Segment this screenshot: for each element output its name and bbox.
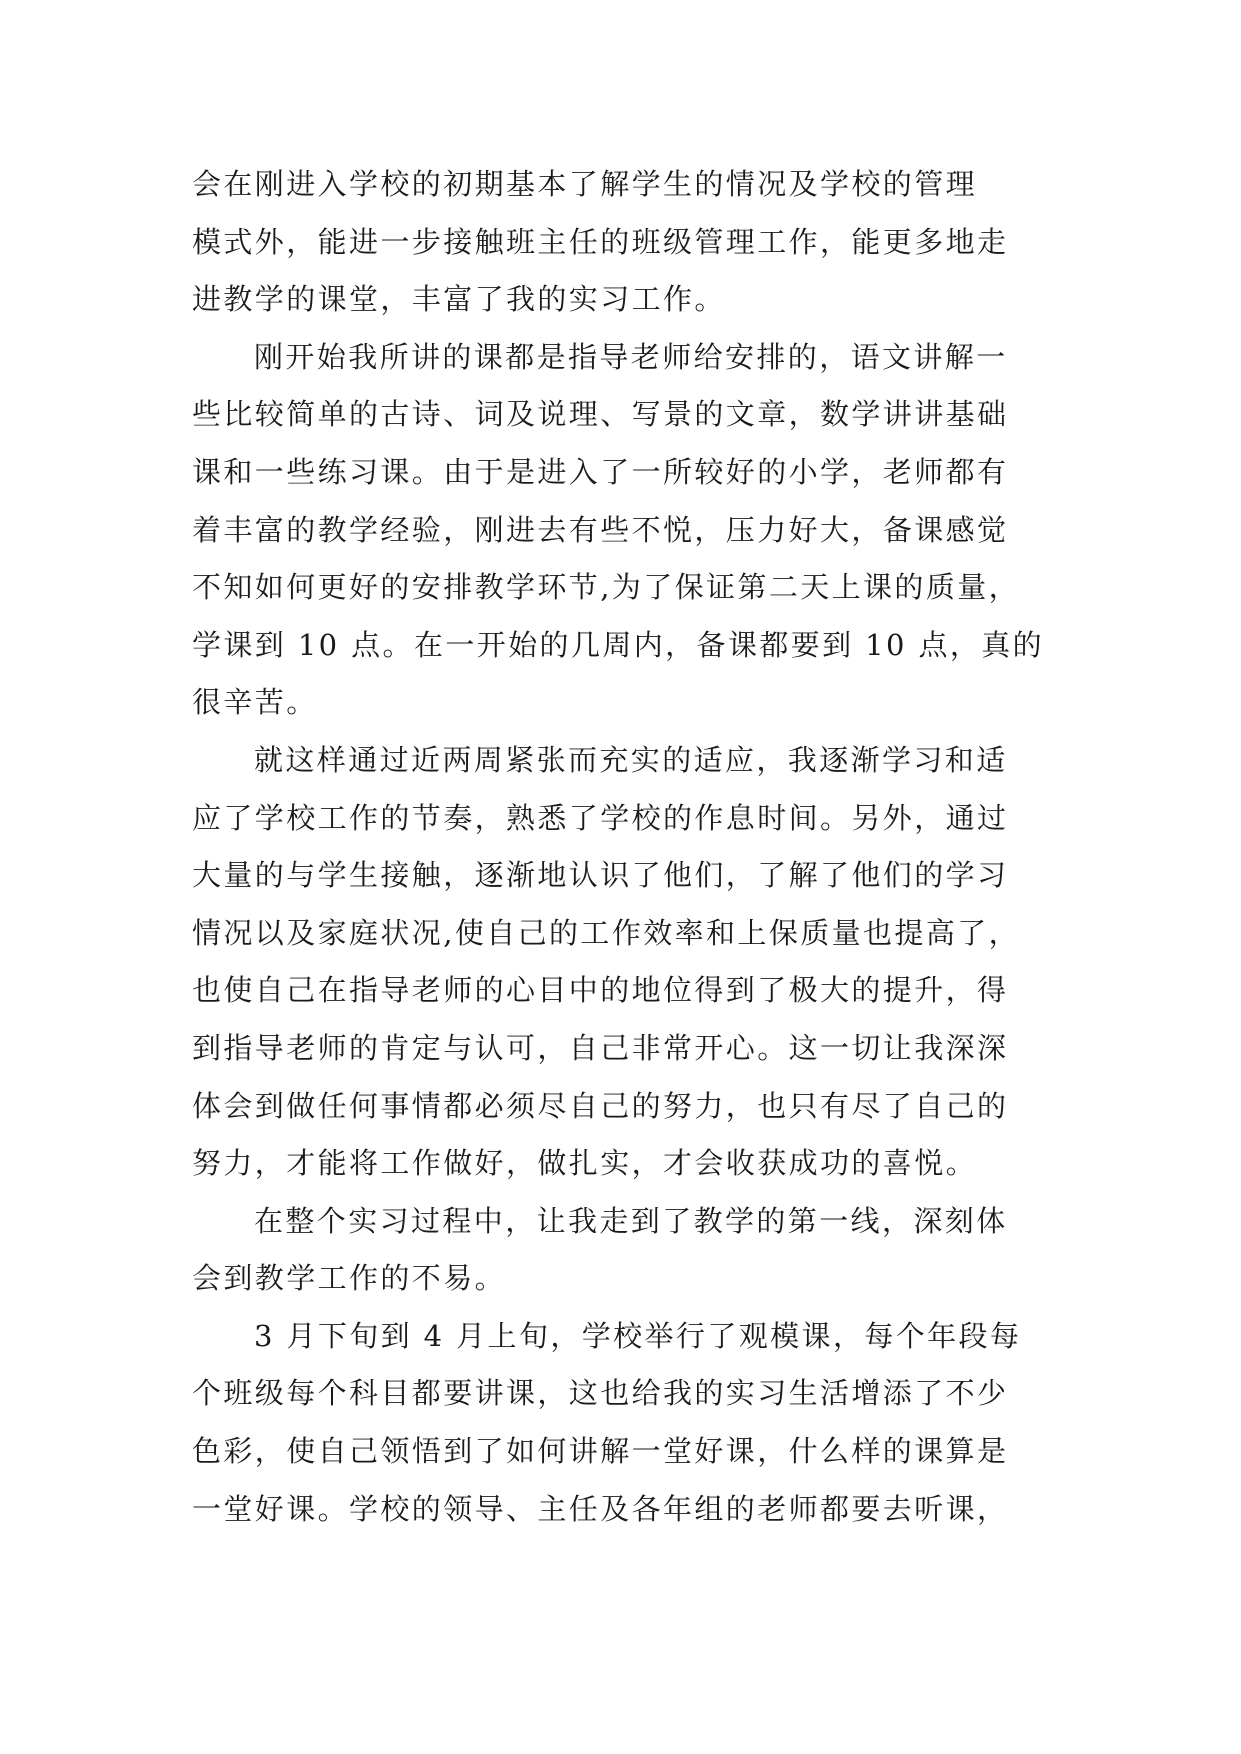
text-line: 3 月下旬到 4 月上旬，学校举行了观模课，每个年段每 <box>254 1318 1022 1353</box>
paragraph-3 <box>192 732 1052 1193</box>
text-line: 不知如何更好的安排教学环节,为了保证第二天上课的质量， <box>192 570 1021 605</box>
text-line: 个班级每个科目都要讲课，这也给我的实习生活增添了不少 <box>192 1376 1009 1411</box>
text-line: 些比较简单的古诗、词及说理、写景的文章，数学讲讲基础 <box>192 397 1009 432</box>
text-line: 应了学校工作的节奏，熟悉了学校的作息时间。另外，通过 <box>192 800 1009 835</box>
text-line: 色彩，使自己领悟到了如何讲解一堂好课，什么样的课算是 <box>192 1434 1009 1469</box>
text-line: 体会到做任何事情都必须尽自己的努力，也只有尽了自己的 <box>192 1088 1009 1123</box>
text-line: 会到教学工作的不易。 <box>192 1261 507 1296</box>
paragraph-5 <box>192 1308 1052 1538</box>
text-line: 模式外，能进一步接触班主任的班级管理工作，能更多地走 <box>192 224 1009 259</box>
text-line: 一堂好课。学校的领导、主任及各年组的老师都要去听课， <box>192 1491 1009 1526</box>
text-line: 课和一些练习课。由于是进入了一所较好的小学，老师都有 <box>192 454 1009 489</box>
text-line: 大量的与学生接触，逐渐地认识了他们，了解了他们的学习 <box>192 858 1009 893</box>
text-line: 也使自己在指导老师的心目中的地位得到了极大的提升，得 <box>192 973 1009 1008</box>
text-line: 情况以及家庭状况,使自己的工作效率和上保质量也提高了， <box>192 915 1021 950</box>
text-line: 在整个实习过程中，让我走到了教学的第一线，深刻体 <box>254 1203 1008 1238</box>
paragraph-4 <box>192 1193 1052 1308</box>
text-line: 着丰富的教学经验，刚进去有些不悦，压力好大，备课感觉 <box>192 512 1009 547</box>
text-line: 学课到 10 点。在一开始的几周内，备课都要到 10 点，真的 <box>192 627 1045 662</box>
paragraph-1 <box>192 156 1052 329</box>
text-line: 进教学的课堂，丰富了我的实习工作。 <box>192 282 726 317</box>
paragraph-2 <box>192 329 1052 732</box>
text-line: 努力，才能将工作做好，做扎实，才会收获成功的喜悦。 <box>192 1146 978 1181</box>
text-line: 会在刚进入学校的初期基本了解学生的情况及学校的管理 <box>192 167 978 201</box>
text-line: 到指导老师的肯定与认可，自己非常开心。这一切让我深深 <box>192 1030 1009 1065</box>
body-text <box>192 156 1052 1538</box>
text-line: 很辛苦。 <box>192 685 318 720</box>
text-line: 就这样通过近两周紧张而充实的适应，我逐渐学习和适 <box>254 742 1008 777</box>
text-line: 刚开始我所讲的课都是指导老师给安排的，语文讲解一 <box>254 339 1008 374</box>
